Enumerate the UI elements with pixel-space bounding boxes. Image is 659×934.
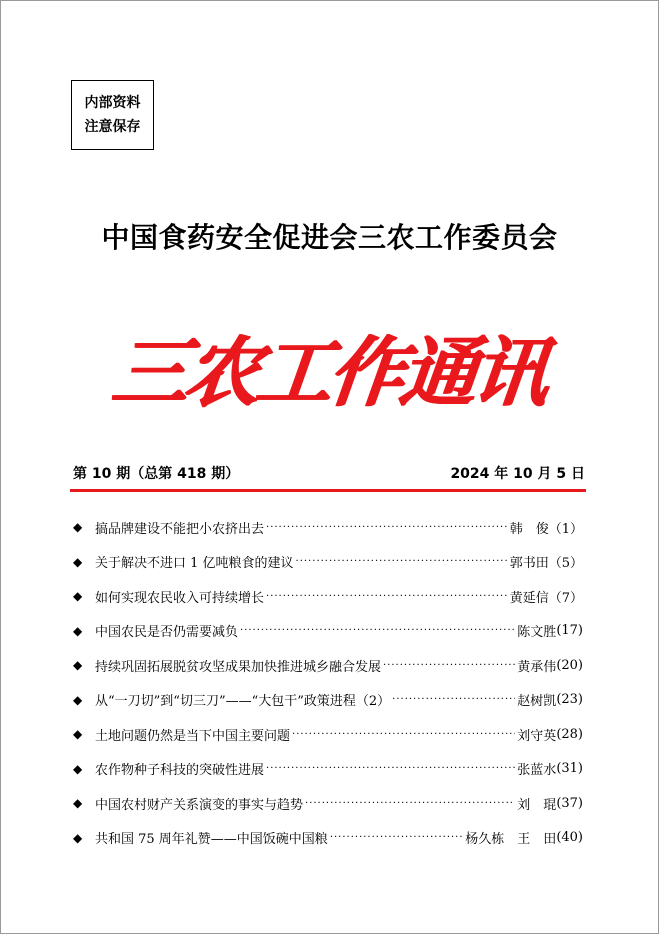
diamond-bullet-icon: ◆ bbox=[73, 761, 83, 776]
toc-title: 农作物种子科技的突破性进展 bbox=[95, 763, 265, 779]
dot-leader bbox=[266, 522, 508, 533]
stamp-line-1: 内部资料 bbox=[84, 95, 141, 111]
dot-leader bbox=[392, 694, 515, 705]
toc-title: 关于解决不进口 1 亿吨粮食的建议 bbox=[95, 556, 294, 572]
diamond-bullet-icon: ◆ bbox=[73, 830, 83, 845]
diamond-bullet-icon: ◆ bbox=[73, 589, 83, 604]
toc-author: 郭书田 bbox=[509, 556, 549, 572]
dot-leader bbox=[292, 729, 515, 740]
issue-number: 第 10 期（总第 418 期） bbox=[73, 466, 240, 482]
toc-title: 中国农民是否仍需要减负 bbox=[95, 625, 239, 641]
toc-title: 持续巩固拓展脱贫攻坚成果加快推进城乡融合发展 bbox=[95, 659, 382, 675]
diamond-bullet-icon: ◆ bbox=[73, 727, 83, 742]
diamond-bullet-icon: ◆ bbox=[73, 796, 83, 811]
toc-author: 刘守英 bbox=[517, 728, 557, 744]
dot-leader bbox=[266, 763, 515, 774]
diamond-bullet-icon: ◆ bbox=[73, 692, 83, 707]
organization-title: 中国食药安全促进会三农工作委员会 bbox=[101, 221, 558, 254]
toc-item[interactable] bbox=[73, 545, 583, 580]
stamp-line-2: 注意保存 bbox=[84, 119, 141, 135]
toc-page: (28) bbox=[556, 726, 583, 742]
toc-page: (40) bbox=[556, 830, 583, 846]
diamond-bullet-icon: ◆ bbox=[73, 658, 83, 673]
toc-page: (37) bbox=[556, 795, 583, 811]
toc-title: 如何实现农民收入可持续增长 bbox=[95, 590, 265, 606]
toc-page: (17) bbox=[556, 623, 583, 639]
toc-item[interactable] bbox=[73, 717, 583, 752]
diamond-bullet-icon: ◆ bbox=[73, 623, 83, 638]
toc-title: 从“一刀切”到“切三刀”——“大包干”政策进程（2） bbox=[95, 694, 391, 710]
toc-page: (31) bbox=[556, 761, 583, 777]
red-divider bbox=[70, 489, 586, 492]
toc-author: 杨久栋 王 田 bbox=[465, 832, 557, 848]
toc-page: (23) bbox=[556, 692, 583, 708]
toc-item[interactable] bbox=[73, 510, 583, 545]
toc-author: 黄延信 bbox=[509, 590, 549, 606]
toc-author: 黄承伟 bbox=[517, 659, 557, 675]
toc-item[interactable] bbox=[73, 579, 583, 614]
toc-item[interactable] bbox=[73, 821, 583, 856]
toc-item[interactable] bbox=[73, 614, 583, 649]
issue-date: 2024 年 10 月 5 日 bbox=[450, 466, 585, 482]
diamond-bullet-icon: ◆ bbox=[73, 554, 83, 569]
toc-author: 陈文胜 bbox=[517, 625, 557, 641]
toc-title: 共和国 75 周年礼赞——中国饭碗中国粮 bbox=[95, 832, 328, 848]
toc-page: （5） bbox=[548, 556, 583, 572]
toc-title: 搞品牌建设不能把小农挤出去 bbox=[95, 521, 265, 537]
dot-leader bbox=[296, 556, 508, 567]
issue-info bbox=[73, 462, 585, 484]
toc-author: 刘 琨 bbox=[517, 797, 557, 813]
dot-leader bbox=[266, 591, 508, 602]
dot-leader bbox=[305, 798, 515, 809]
toc-page: (20) bbox=[556, 657, 583, 673]
toc-item[interactable] bbox=[73, 648, 583, 683]
dot-leader bbox=[240, 625, 515, 636]
toc-page: （7） bbox=[548, 590, 583, 606]
toc-item[interactable] bbox=[73, 683, 583, 718]
dot-leader bbox=[330, 832, 463, 843]
dot-leader bbox=[383, 660, 515, 671]
toc-page: （1） bbox=[548, 521, 583, 537]
newsletter-masthead: 三农工作通讯 bbox=[108, 328, 550, 417]
diamond-bullet-icon: ◆ bbox=[73, 520, 83, 535]
toc-item[interactable] bbox=[73, 752, 583, 787]
toc-author: 韩 俊 bbox=[509, 521, 549, 537]
toc-item[interactable] bbox=[73, 786, 583, 821]
confidential-stamp bbox=[71, 80, 154, 150]
toc-author: 赵树凯 bbox=[517, 694, 557, 710]
toc-title: 中国农村财产关系演变的事实与趋势 bbox=[95, 797, 304, 813]
toc-title: 土地问题仍然是当下中国主要问题 bbox=[95, 728, 291, 744]
toc-author: 张蓝水 bbox=[517, 763, 557, 779]
table-of-contents bbox=[73, 510, 583, 855]
